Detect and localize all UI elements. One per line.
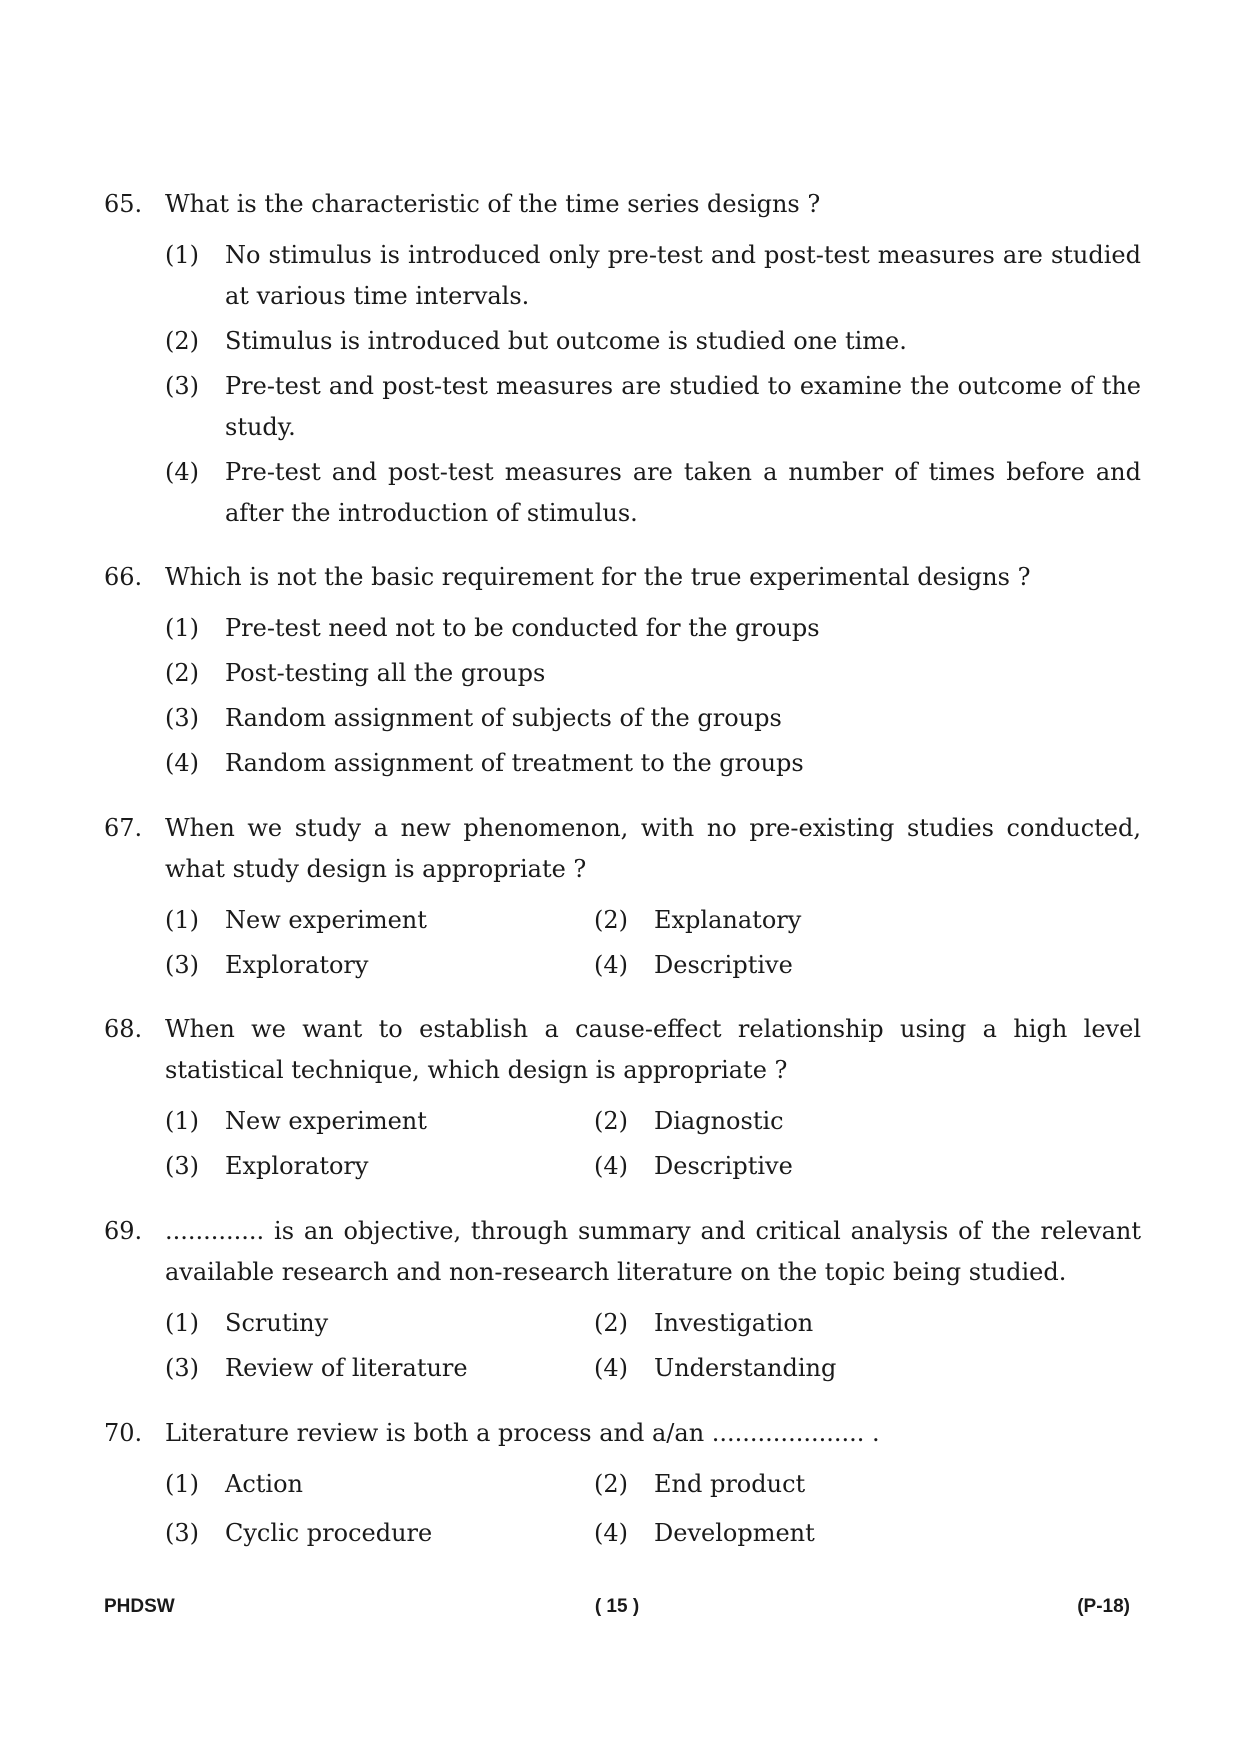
question-text: ............. is an objective, through summary and critical analysis of the relevant available research and non-research literature on the topic being studied.: [165, 1217, 1141, 1286]
options-grid: [165, 1101, 1141, 1187]
option-text: Post-testing all the groups: [225, 659, 546, 687]
option-4: [594, 1348, 1141, 1389]
option-2: [594, 1303, 1141, 1344]
options-grid: [165, 1303, 1141, 1389]
options-list: [165, 235, 1141, 534]
question-text: When we want to establish a cause-effect relationship using a high level statistical technique, which design is appropriate ?: [165, 1015, 1141, 1084]
option-number: (3): [165, 1354, 199, 1382]
footer-course-code: PHDSW: [104, 1596, 175, 1617]
option-text: New experiment: [225, 906, 427, 934]
option-4: [594, 1146, 1141, 1187]
option-text: Explanatory: [654, 906, 802, 934]
question-65: [104, 184, 1141, 538]
option-number: (2): [165, 659, 199, 687]
option-number: (2): [165, 327, 199, 355]
question-number: 68.: [104, 1015, 143, 1043]
option-3: [165, 1146, 594, 1187]
option-text: Understanding: [654, 1354, 837, 1382]
option-number: (3): [165, 951, 199, 979]
question-number: 70.: [104, 1419, 143, 1447]
option-number: (2): [594, 1107, 628, 1135]
option-text: Exploratory: [225, 951, 369, 979]
option-text: Diagnostic: [654, 1107, 784, 1135]
option-text: Pre-test and post-test measures are taken a number of times before and after the introduction of stimulus.: [225, 458, 1141, 527]
option-3: [165, 366, 1141, 448]
option-number: (2): [594, 1470, 628, 1498]
option-number: (3): [165, 1519, 199, 1547]
option-3: [165, 945, 594, 986]
option-text: Random assignment of subjects of the groups: [225, 704, 782, 732]
footer-page-number: ( 15 ): [594, 1596, 640, 1617]
option-text: Random assignment of treatment to the groups: [225, 749, 804, 777]
question-text: What is the characteristic of the time series designs ?: [165, 190, 821, 218]
question-number: 67.: [104, 814, 143, 842]
question-text: Which is not the basic requirement for the true experimental designs ?: [165, 563, 1031, 591]
option-text: Pre-test need not to be conducted for the groups: [225, 614, 820, 642]
option-2: [594, 1101, 1141, 1142]
option-text: Review of literature: [225, 1354, 468, 1382]
option-text: Cyclic procedure: [225, 1519, 433, 1547]
option-number: (4): [594, 1152, 628, 1180]
question-number: 66.: [104, 563, 143, 591]
option-text: Investigation: [654, 1309, 814, 1337]
option-number: (1): [165, 241, 199, 269]
page-footer: [104, 1596, 1130, 1626]
option-number: (4): [594, 1519, 628, 1547]
option-4: [165, 743, 1141, 784]
question-number: 69.: [104, 1217, 143, 1245]
options-grid: [165, 900, 1141, 986]
option-4: [165, 452, 1141, 534]
option-number: (1): [165, 1309, 199, 1337]
option-number: (4): [594, 1354, 628, 1382]
options-list: [165, 608, 1141, 784]
question-67: [104, 808, 1141, 986]
option-text: New experiment: [225, 1107, 427, 1135]
option-2: [165, 653, 1141, 694]
question-number: 65.: [104, 190, 143, 218]
question-68: [104, 1009, 1141, 1187]
option-1: [165, 235, 1141, 317]
option-2: [594, 1464, 1141, 1505]
option-text: Descriptive: [654, 951, 793, 979]
option-text: Development: [654, 1519, 815, 1547]
option-2: [594, 900, 1141, 941]
options-grid: [165, 1464, 1141, 1554]
question-text: When we study a new phenomenon, with no pre-existing studies conducted, what study design is appropriate ?: [165, 814, 1141, 883]
option-1: [165, 1101, 594, 1142]
option-text: No stimulus is introduced only pre-test and post-test measures are studied at various time intervals.: [225, 241, 1141, 310]
option-1: [165, 608, 1141, 649]
option-number: (3): [165, 1152, 199, 1180]
option-number: (4): [594, 951, 628, 979]
option-1: [165, 900, 594, 941]
option-number: (1): [165, 906, 199, 934]
option-3: [165, 698, 1141, 739]
option-text: Action: [225, 1470, 303, 1498]
option-number: (4): [165, 749, 199, 777]
option-number: (1): [165, 1470, 199, 1498]
option-number: (2): [594, 906, 628, 934]
option-number: (4): [165, 458, 199, 486]
question-70: [104, 1413, 1141, 1554]
option-text: Exploratory: [225, 1152, 369, 1180]
option-number: (3): [165, 372, 199, 400]
option-text: End product: [654, 1470, 806, 1498]
option-number: (1): [165, 1107, 199, 1135]
option-text: Stimulus is introduced but outcome is studied one time.: [225, 327, 907, 355]
question-text: Literature review is both a process and a/an .................... .: [165, 1419, 880, 1447]
option-1: [165, 1303, 594, 1344]
option-text: Descriptive: [654, 1152, 793, 1180]
option-4: [594, 1513, 1141, 1554]
option-text: Scrutiny: [225, 1309, 329, 1337]
question-66: [104, 557, 1141, 788]
option-4: [594, 945, 1141, 986]
option-number: (3): [165, 704, 199, 732]
option-3: [165, 1348, 594, 1389]
option-number: (1): [165, 614, 199, 642]
option-2: [165, 321, 1141, 362]
option-3: [165, 1513, 594, 1554]
option-text: Pre-test and post-test measures are studied to examine the outcome of the study.: [225, 372, 1141, 441]
footer-paper-code: (P-18): [1077, 1596, 1130, 1617]
question-69: [104, 1211, 1141, 1389]
option-1: [165, 1464, 594, 1505]
option-number: (2): [594, 1309, 628, 1337]
